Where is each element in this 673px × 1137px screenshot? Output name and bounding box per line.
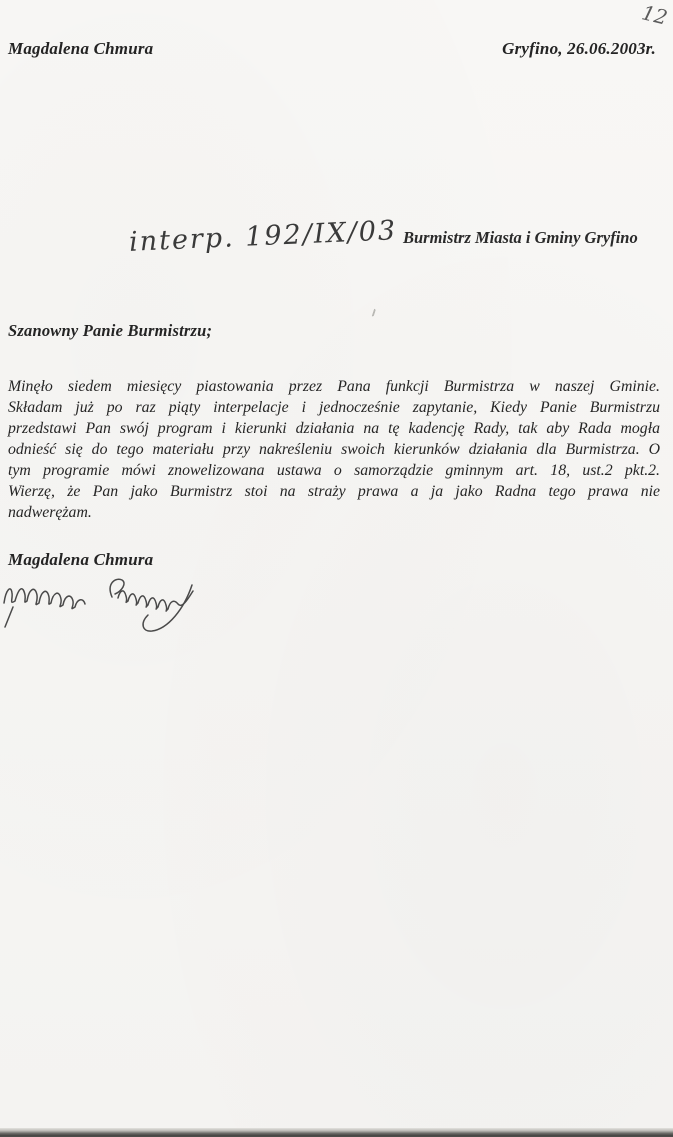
body-line: tym programie mówi znowelizowana ustawa o samorządzie gminnym art. 18, ust.2 pkt.2.: [8, 462, 660, 479]
body-line: Wierzę, że Pan jako Burmistrz stoi na straży prawa a ja jako Radna tego prawa nie: [8, 483, 660, 500]
salutation: Szanowny Panie Burmistrzu;: [8, 321, 213, 340]
ink-speck-artifact: [367, 307, 376, 317]
handwritten-signature: [0, 571, 215, 643]
body-line: Minęło siedem miesięcy piastowania przez Pana funkcji Burmistrza w naszej Gminie.: [8, 378, 660, 395]
closing-name: Magdalena Chmura: [8, 550, 154, 569]
addressee-title: Burmistrz Miasta i Gminy Gryfino: [403, 228, 638, 247]
body-line: przedstawi Pan swój program i kierunki działania na tę kadencję Rady, tak aby Rada mogła: [8, 420, 660, 437]
body-line: nadwerężam.: [8, 504, 92, 521]
handwritten-interpellation-number: interp. 192/IX/03: [128, 215, 398, 258]
scan-edge-artifact: [0, 1128, 673, 1137]
body-line: Składam już po raz piąty interpelacje i jednocześnie zapytanie, Kiedy Panie Burmistrzu: [8, 399, 660, 416]
author-name-header: Magdalena Chmura: [8, 39, 154, 58]
place-date-line: Gryfino, 26.06.2003r.: [502, 39, 656, 58]
body-line: odnieść się do tego materiału przy nakreśleniu swoich kierunków działania dla Burmistrza. O: [8, 441, 660, 458]
letter-body: [8, 376, 660, 523]
signature-scribble-icon: [0, 571, 215, 643]
handwritten-page-number: 12: [639, 0, 670, 30]
